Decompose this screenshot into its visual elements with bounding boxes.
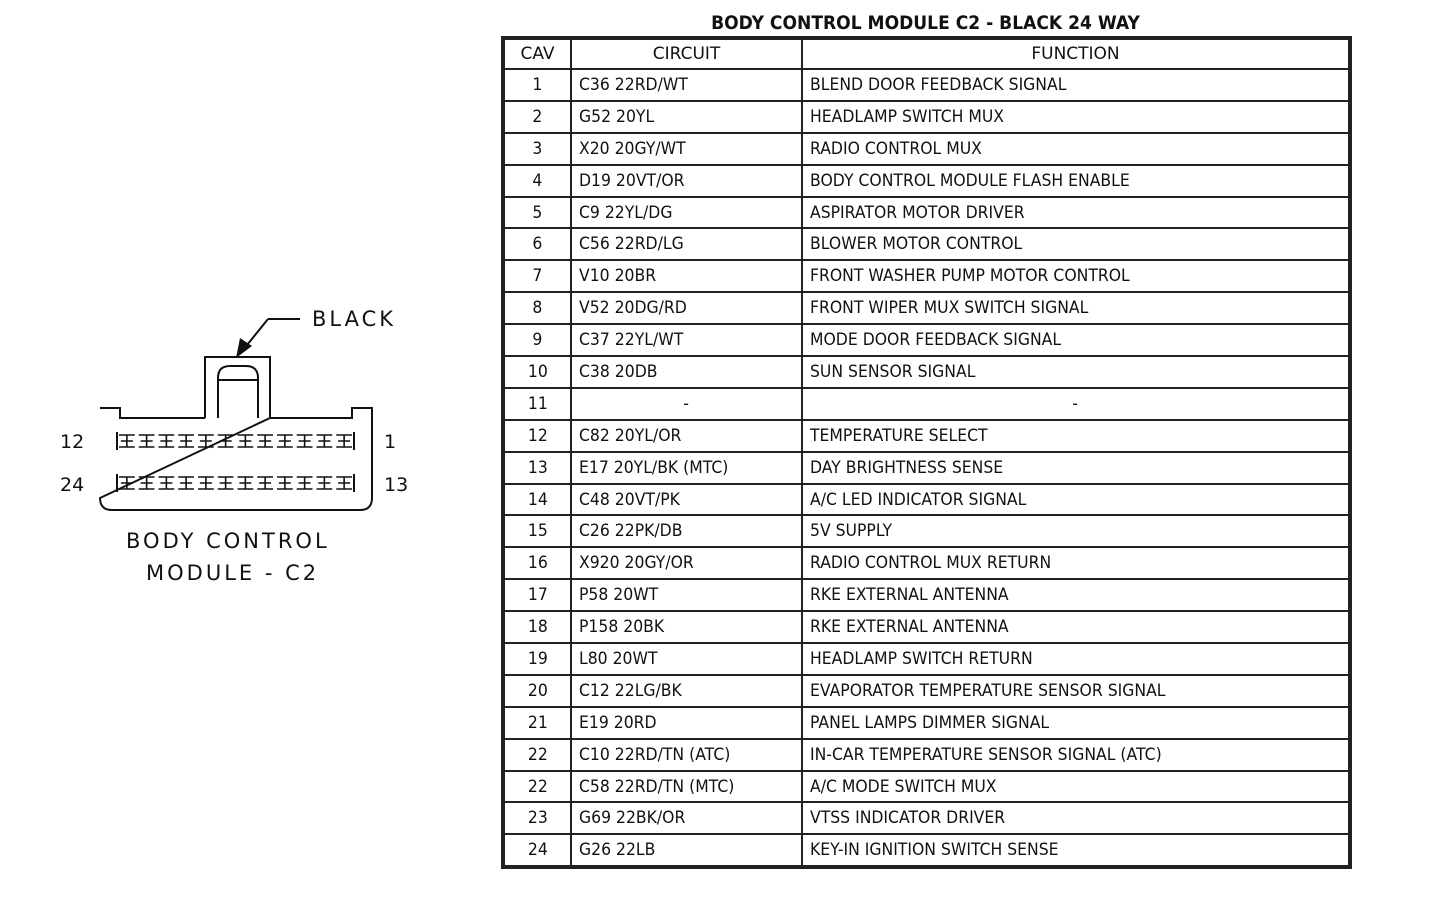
circuit-cell xyxy=(571,802,802,834)
cav-cell xyxy=(504,324,571,356)
cav-cell xyxy=(504,292,571,324)
pin-table xyxy=(503,38,1350,867)
pin-cavity xyxy=(238,477,254,489)
function-cell xyxy=(802,260,1349,292)
function-cell-text: SUN SENSOR SIGNAL xyxy=(810,361,976,382)
function-cell xyxy=(802,324,1349,356)
pin-cavity xyxy=(277,435,293,447)
table-row xyxy=(504,771,1349,803)
function-cell xyxy=(802,356,1349,388)
circuit-cell xyxy=(571,707,802,739)
pin-label-1: 1 xyxy=(384,431,397,453)
cav-cell-text: 19 xyxy=(527,648,548,669)
function-cell xyxy=(802,197,1349,229)
pin-cavity xyxy=(159,435,175,447)
pin-cavity xyxy=(297,477,313,489)
function-cell-text: RADIO CONTROL MUX RETURN xyxy=(810,553,1052,574)
function-cell xyxy=(802,388,1349,420)
table-row xyxy=(504,643,1349,675)
function-cell xyxy=(802,133,1349,165)
cav-cell xyxy=(504,133,571,165)
function-cell-text: HEADLAMP SWITCH RETURN xyxy=(810,648,1033,669)
table-row xyxy=(504,133,1349,165)
circuit-cell-text: P158 20BK xyxy=(579,617,665,638)
connector-caption-line1: BODY CONTROL xyxy=(126,529,330,553)
table-row xyxy=(504,101,1349,133)
cav-cell xyxy=(504,260,571,292)
function-cell xyxy=(802,611,1349,643)
function-cell xyxy=(802,452,1349,484)
circuit-cell xyxy=(571,484,802,516)
table-row xyxy=(504,197,1349,229)
circuit-cell xyxy=(571,452,802,484)
circuit-cell-text: E19 20RD xyxy=(579,712,657,733)
circuit-cell-text: C26 22PK/DB xyxy=(579,521,683,542)
function-cell xyxy=(802,515,1349,547)
circuit-cell xyxy=(571,834,802,866)
pin-cavity xyxy=(119,435,135,447)
connector-caption-line2: MODULE - C2 xyxy=(146,561,320,585)
table-row xyxy=(504,579,1349,611)
table-row xyxy=(504,292,1349,324)
cav-cell xyxy=(504,197,571,229)
pin-row-bottom xyxy=(117,474,354,492)
pin-cavity xyxy=(139,435,155,447)
circuit-cell xyxy=(571,643,802,675)
table-row xyxy=(504,675,1349,707)
function-cell xyxy=(802,69,1349,101)
pin-cavity xyxy=(336,435,352,447)
cav-cell-text: 4 xyxy=(532,170,543,191)
function-cell-text: RKE EXTERNAL ANTENNA xyxy=(810,585,1009,606)
pin-cavity xyxy=(317,477,333,489)
pin-label-12: 12 xyxy=(60,431,85,453)
table-title: BODY CONTROL MODULE C2 - BLACK 24 WAY xyxy=(711,12,1140,34)
cav-cell xyxy=(504,69,571,101)
function-cell-text: EVAPORATOR TEMPERATURE SENSOR SIGNAL xyxy=(810,680,1166,701)
function-cell-text: IN-CAR TEMPERATURE SENSOR SIGNAL (ATC) xyxy=(810,744,1162,765)
connector-housing xyxy=(100,408,372,510)
cav-cell-text: 11 xyxy=(527,393,548,414)
table-row xyxy=(504,484,1349,516)
circuit-cell xyxy=(571,101,802,133)
cav-cell xyxy=(504,228,571,260)
cav-cell-text: 16 xyxy=(527,553,548,574)
function-cell xyxy=(802,707,1349,739)
function-cell xyxy=(802,675,1349,707)
cav-cell xyxy=(504,484,571,516)
cav-cell xyxy=(504,802,571,834)
table-row xyxy=(504,452,1349,484)
pin-cavity xyxy=(336,477,352,489)
circuit-cell xyxy=(571,739,802,771)
table-row xyxy=(504,515,1349,547)
cav-cell xyxy=(504,643,571,675)
table-row xyxy=(504,228,1349,260)
circuit-cell-text: L80 20WT xyxy=(579,648,658,669)
circuit-cell xyxy=(571,292,802,324)
cav-cell xyxy=(504,101,571,133)
table-row xyxy=(504,739,1349,771)
cav-cell xyxy=(504,452,571,484)
cav-cell-text: 9 xyxy=(532,330,543,351)
circuit-cell-text: X20 20GY/WT xyxy=(579,138,686,159)
function-cell xyxy=(802,101,1349,133)
cav-cell xyxy=(504,356,571,388)
function-cell-text: BLOWER MOTOR CONTROL xyxy=(810,234,1023,255)
table-row xyxy=(504,834,1349,866)
circuit-cell xyxy=(571,260,802,292)
cav-cell xyxy=(504,547,571,579)
header-function: FUNCTION xyxy=(802,39,1349,69)
function-cell xyxy=(802,547,1349,579)
function-cell-text: VTSS INDICATOR DRIVER xyxy=(810,808,1006,829)
header-circuit: CIRCUIT xyxy=(571,39,802,69)
circuit-cell xyxy=(571,356,802,388)
circuit-cell xyxy=(571,324,802,356)
function-cell xyxy=(802,643,1349,675)
table-row xyxy=(504,356,1349,388)
cav-cell-text: 6 xyxy=(532,234,543,255)
circuit-cell xyxy=(571,228,802,260)
cav-cell-text: 7 xyxy=(532,266,543,287)
function-cell-text: TEMPERATURE SELECT xyxy=(810,425,988,446)
function-cell-text: A/C MODE SWITCH MUX xyxy=(810,776,997,797)
circuit-cell-text: C38 20DB xyxy=(579,361,658,382)
function-cell-text: FRONT WIPER MUX SWITCH SIGNAL xyxy=(810,298,1089,319)
cav-cell-text: 2 xyxy=(532,106,543,127)
circuit-cell xyxy=(571,197,802,229)
circuit-cell-text: V52 20DG/RD xyxy=(579,298,687,319)
circuit-cell xyxy=(571,69,802,101)
pin-cavity xyxy=(218,477,234,489)
cav-cell xyxy=(504,771,571,803)
pin-cavity xyxy=(198,477,214,489)
circuit-cell-text: C48 20VT/PK xyxy=(579,489,680,510)
cav-cell xyxy=(504,739,571,771)
cav-cell xyxy=(504,675,571,707)
circuit-cell-text: P58 20WT xyxy=(579,585,659,606)
cav-cell-text: 3 xyxy=(532,138,543,159)
function-cell xyxy=(802,834,1349,866)
cav-cell-text: 10 xyxy=(527,361,548,382)
cav-cell xyxy=(504,611,571,643)
table-row xyxy=(504,547,1349,579)
pin-label-24: 24 xyxy=(60,474,85,496)
table-row xyxy=(504,611,1349,643)
function-cell xyxy=(802,484,1349,516)
cav-cell xyxy=(504,388,571,420)
circuit-cell-text: C12 22LG/BK xyxy=(579,680,682,701)
table-row xyxy=(504,165,1349,197)
function-cell-text: MODE DOOR FEEDBACK SIGNAL xyxy=(810,330,1062,351)
cav-cell-text: 12 xyxy=(527,425,548,446)
cav-cell-text: 20 xyxy=(527,680,548,701)
pin-cavity xyxy=(277,477,293,489)
function-cell xyxy=(802,771,1349,803)
function-cell-text: ASPIRATOR MOTOR DRIVER xyxy=(810,202,1025,223)
pin-cavity xyxy=(238,435,254,447)
circuit-cell-text: D19 20VT/OR xyxy=(579,170,685,191)
function-cell xyxy=(802,292,1349,324)
function-cell-text: FRONT WASHER PUMP MOTOR CONTROL xyxy=(810,266,1130,287)
cav-cell xyxy=(504,834,571,866)
function-cell xyxy=(802,228,1349,260)
cav-cell xyxy=(504,165,571,197)
table-row xyxy=(504,802,1349,834)
cav-cell-text: 21 xyxy=(527,712,548,733)
header-cav: CAV xyxy=(504,39,571,69)
cav-cell-text: 17 xyxy=(527,585,548,606)
function-cell-text: PANEL LAMPS DIMMER SIGNAL xyxy=(810,712,1050,733)
pin-cavity xyxy=(257,477,273,489)
circuit-cell xyxy=(571,388,802,420)
table-row xyxy=(504,324,1349,356)
circuit-cell xyxy=(571,675,802,707)
cav-cell xyxy=(504,579,571,611)
cav-cell xyxy=(504,707,571,739)
function-cell xyxy=(802,579,1349,611)
pin-cavity xyxy=(178,477,194,489)
pin-cavity xyxy=(297,435,313,447)
function-cell-text: - xyxy=(1072,393,1079,414)
function-cell-text: RKE EXTERNAL ANTENNA xyxy=(810,617,1009,638)
circuit-cell-text: V10 20BR xyxy=(579,266,657,287)
pin-cavity xyxy=(257,435,273,447)
function-cell-text: 5V SUPPLY xyxy=(810,521,893,542)
circuit-cell-text: C37 22YL/WT xyxy=(579,330,684,351)
circuit-cell-text: G69 22BK/OR xyxy=(579,808,686,829)
circuit-cell-text: C9 22YL/DG xyxy=(579,202,673,223)
function-cell-text: KEY-IN IGNITION SWITCH SENSE xyxy=(810,840,1059,861)
circuit-cell xyxy=(571,771,802,803)
circuit-cell-text: C36 22RD/WT xyxy=(579,74,688,95)
pin-cavity xyxy=(317,435,333,447)
cav-cell-text: 8 xyxy=(532,298,543,319)
circuit-cell-text: - xyxy=(683,393,690,414)
pin-cavity xyxy=(159,477,175,489)
circuit-cell xyxy=(571,547,802,579)
circuit-cell xyxy=(571,515,802,547)
circuit-cell-text: C58 22RD/TN (MTC) xyxy=(579,776,735,797)
function-cell-text: A/C LED INDICATOR SIGNAL xyxy=(810,489,1027,510)
cav-cell-text: 13 xyxy=(527,457,548,478)
connector-latch-inner xyxy=(218,366,258,418)
function-cell xyxy=(802,420,1349,452)
pin-cavity xyxy=(178,435,194,447)
circuit-cell xyxy=(571,579,802,611)
cav-cell-text: 1 xyxy=(532,74,543,95)
circuit-cell-text: G26 22LB xyxy=(579,840,656,861)
function-cell-text: DAY BRIGHTNESS SENSE xyxy=(810,457,1004,478)
circuit-cell-text: G52 20YL xyxy=(579,106,655,127)
function-cell-text: BLEND DOOR FEEDBACK SIGNAL xyxy=(810,74,1067,95)
cav-cell-text: 5 xyxy=(532,202,543,223)
function-cell xyxy=(802,739,1349,771)
circuit-cell xyxy=(571,133,802,165)
table-header-row xyxy=(504,39,1349,69)
table-row xyxy=(504,388,1349,420)
cav-cell xyxy=(504,420,571,452)
connector-diagram xyxy=(0,0,500,600)
table-row xyxy=(504,707,1349,739)
connector-color-label: BLACK xyxy=(312,307,397,331)
function-cell-text: RADIO CONTROL MUX xyxy=(810,138,982,159)
table-row xyxy=(504,69,1349,101)
function-cell xyxy=(802,165,1349,197)
circuit-cell xyxy=(571,165,802,197)
cav-cell-text: 15 xyxy=(527,521,548,542)
function-cell-text: HEADLAMP SWITCH MUX xyxy=(810,106,1005,127)
circuit-cell xyxy=(571,611,802,643)
function-cell xyxy=(802,802,1349,834)
cav-cell-text: 18 xyxy=(527,617,548,638)
cav-cell-text: 22 xyxy=(527,776,548,797)
cav-cell-text: 24 xyxy=(527,840,548,861)
cav-cell-text: 14 xyxy=(527,489,548,510)
function-cell-text: BODY CONTROL MODULE FLASH ENABLE xyxy=(810,170,1130,191)
circuit-cell-text: E17 20YL/BK (MTC) xyxy=(579,457,729,478)
circuit-cell-text: X920 20GY/OR xyxy=(579,553,694,574)
pin-label-13: 13 xyxy=(384,474,409,496)
circuit-cell xyxy=(571,420,802,452)
circuit-cell-text: C82 20YL/OR xyxy=(579,425,682,446)
cav-cell xyxy=(504,515,571,547)
table-row xyxy=(504,260,1349,292)
cav-cell-text: 22 xyxy=(527,744,548,765)
cav-cell-text: 23 xyxy=(527,808,548,829)
circuit-cell-text: C56 22RD/LG xyxy=(579,234,684,255)
circuit-cell-text: C10 22RD/TN (ATC) xyxy=(579,744,731,765)
table-row xyxy=(504,420,1349,452)
